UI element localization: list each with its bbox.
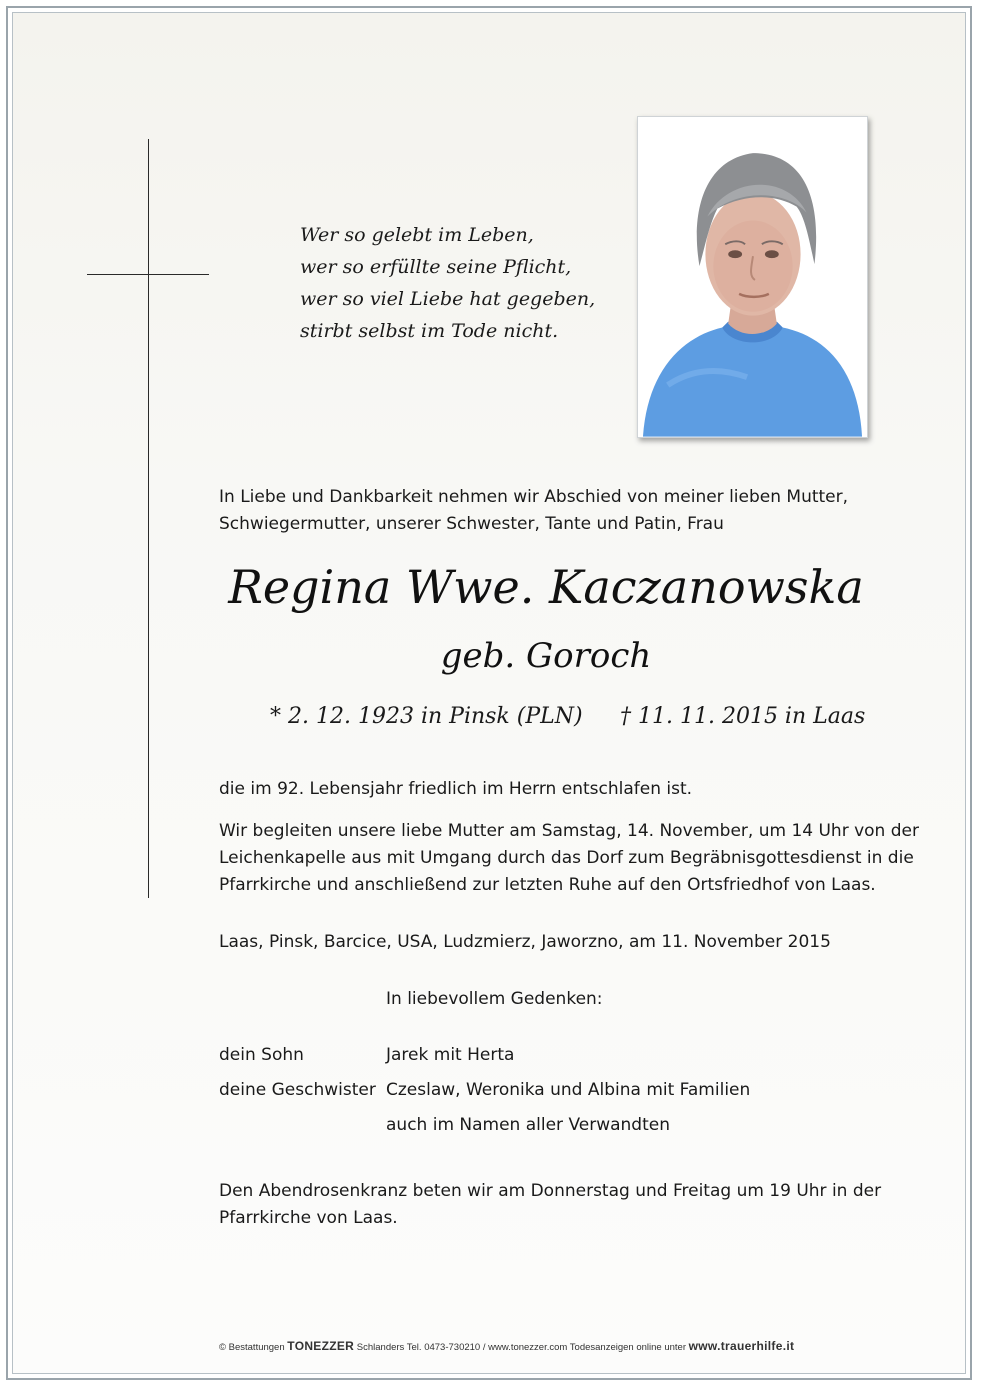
deceased-name: Regina Wwe. Kaczanowska — [228, 560, 864, 614]
intro-line: Schwiegermutter, unserer Schwester, Tante und Patin, Frau — [219, 514, 724, 534]
rosary-line: Den Abendrosenkranz beten wir am Donnerstag und Freitag um 19 Uhr in der — [219, 1181, 882, 1201]
birth-date: * 2. 12. 1923 in Pinsk (PLN) — [270, 704, 583, 729]
maiden-name: geb. Goroch — [440, 636, 652, 676]
footer-contact: Schlanders Tel. 0473-730210 / www.tonezzer.com Todesanzeigen online unter — [356, 1342, 686, 1353]
funeral-line: Pfarrkirche und anschließend zur letzten Ruhe auf den Ortsfriedhof von Laas. — [219, 875, 876, 895]
footer-website[interactable]: www.trauerhilfe.it — [688, 1339, 795, 1353]
mourner-names: Jarek mit Herta — [386, 1045, 515, 1065]
mourner-names: Czeslaw, Weronika und Albina mit Familien — [386, 1080, 751, 1100]
footer-brand: TONEZZER — [287, 1339, 355, 1353]
poem-line: wer so viel Liebe hat gegeben, — [300, 288, 596, 310]
mourner-relation: dein Sohn — [219, 1045, 304, 1065]
age-line: die im 92. Lebensjahr friedlich im Herrn entschlafen ist. — [219, 779, 693, 799]
rosary-line: Pfarrkirche von Laas. — [219, 1208, 398, 1228]
portrait-photo — [637, 116, 868, 438]
footer — [219, 1339, 794, 1353]
footer-prefix: © Bestattungen — [219, 1342, 285, 1353]
mourner-names: auch im Namen aller Verwandten — [386, 1115, 670, 1135]
remembrance-heading: In liebevollem Gedenken: — [386, 989, 603, 1009]
poem-line: wer so erfüllte seine Pflicht, — [300, 256, 572, 278]
poem-line: stirbt selbst im Tode nicht. — [300, 320, 559, 342]
mourner-relation: deine Geschwister — [219, 1080, 376, 1100]
funeral-line: Wir begleiten unsere liebe Mutter am Samstag, 14. November, um 14 Uhr von der — [219, 821, 919, 841]
death-date: † 11. 11. 2015 in Laas — [620, 704, 866, 729]
funeral-line: Leichenkapelle aus mit Umgang durch das Dorf zum Begräbnisgottesdienst in die — [219, 848, 914, 868]
place-date: Laas, Pinsk, Barcice, USA, Ludzmierz, Jaworzno, am 11. November 2015 — [219, 932, 831, 952]
cross-horizontal-bar — [87, 274, 209, 275]
cross-vertical-bar — [148, 139, 149, 898]
poem — [300, 219, 595, 347]
poem-line: Wer so gelebt im Leben, — [300, 224, 534, 246]
intro-line: In Liebe und Dankbarkeit nehmen wir Abschied von meiner lieben Mutter, — [219, 487, 849, 507]
